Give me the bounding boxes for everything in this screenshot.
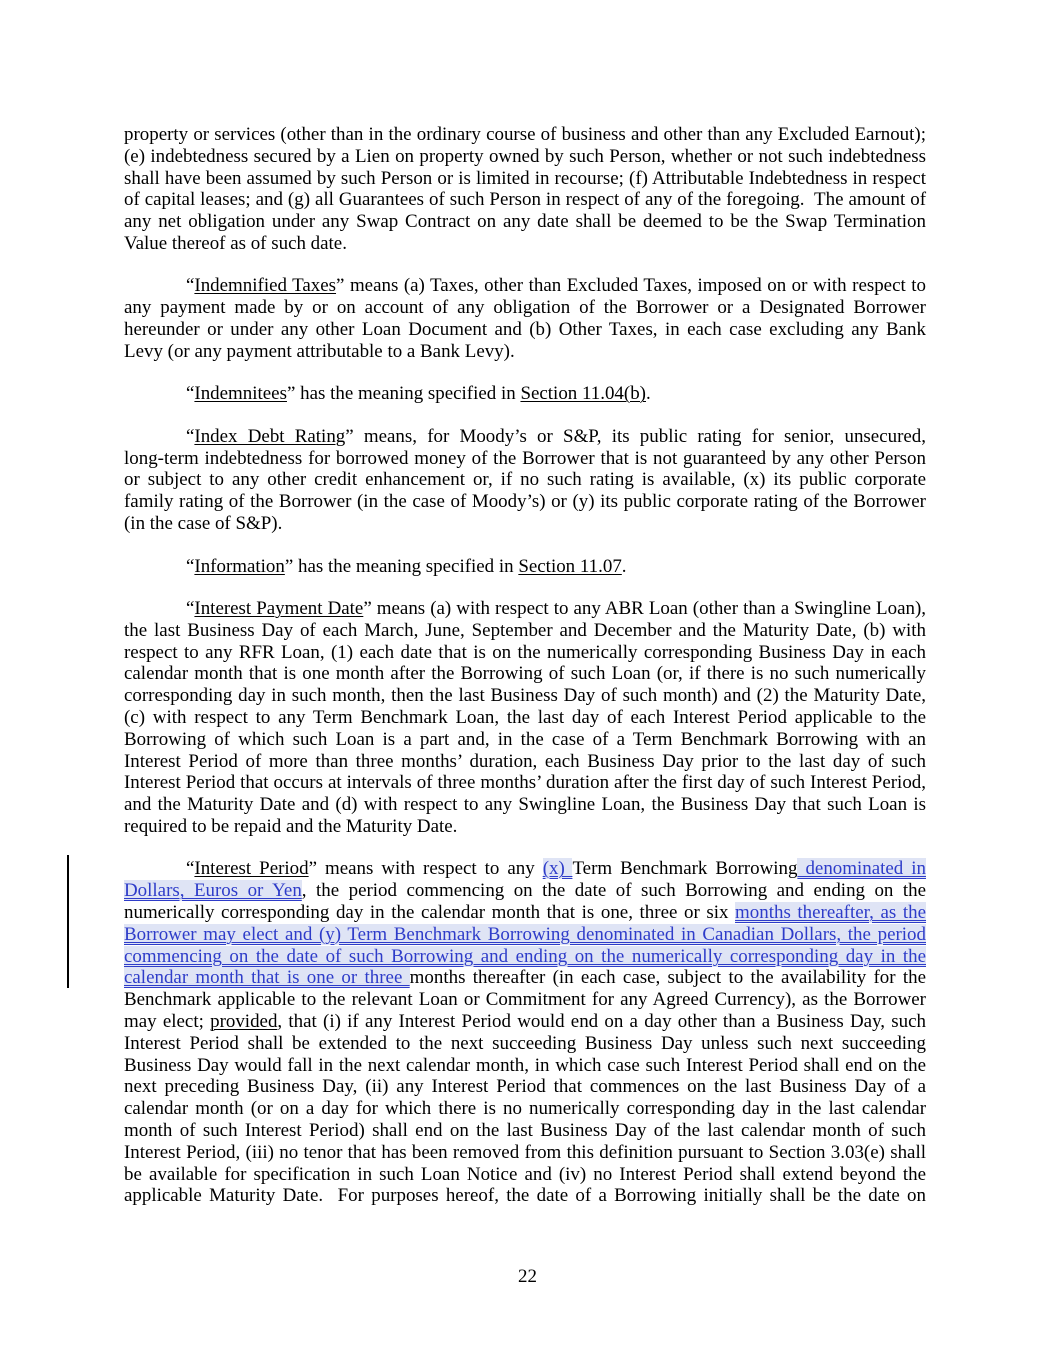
text-run: Interest Period shall be extended to the next succeeding Business Day unless such next succeeding <box>124 1032 926 1054</box>
text-run: (in the case of S&P). <box>124 513 283 535</box>
text-run: ” has the meaning specified in <box>284 555 519 577</box>
text-line <box>124 794 926 816</box>
text-run: property or services (other than in the ordinary course of business and other than any Excluded Earnout); <box>124 124 926 145</box>
text-run: next preceding Business Day, (ii) any Interest Period that commences on the last Business Day of a <box>124 1076 926 1098</box>
text-run: . <box>621 555 627 577</box>
text-run: . <box>645 383 651 405</box>
text-run: applicable Maturity Date. For purposes hereof, the date of a Borrowing initially shall be the date on <box>124 1185 926 1207</box>
text-run: Term Benchmark Borrowing <box>572 858 798 880</box>
definition-interest-payment-date <box>124 598 926 838</box>
text-line <box>124 469 926 491</box>
text-line <box>124 772 926 794</box>
text-run: respect to any RFR Loan, (1) each date that is on the numerically corresponding Business Day in each <box>124 641 926 663</box>
text-run: “ <box>186 383 195 405</box>
text-line <box>124 598 926 620</box>
inserted-text: denominated in <box>797 858 926 880</box>
text-run: long-term indebtedness for borrowed money of the Borrower that is not guaranteed by any other Person <box>124 447 926 469</box>
text-line <box>124 685 926 707</box>
text-line <box>124 729 926 751</box>
section-reference: Section 11.04(b) <box>520 383 646 405</box>
text-line <box>124 620 926 642</box>
text-run: months thereafter (in each case, subject to the availability for the <box>409 967 926 989</box>
text-line <box>124 556 926 578</box>
text-run: calendar month (or on a day for which there is no numerically corresponding day in the last calendar <box>124 1098 926 1120</box>
text-run: Benchmark applicable to the relevant Loan or Commitment for any Agreed Currency), as the Borrower <box>124 989 926 1011</box>
text-line <box>124 967 926 989</box>
definition-interest-period <box>124 858 926 1207</box>
text-line <box>124 1120 926 1142</box>
text-run: Levy (or any payment attributable to a Bank Levy). <box>124 340 515 362</box>
text-run: any net obligation under any Swap Contract on any date shall be deemed to be the Swap Termination <box>124 211 926 233</box>
text-line <box>124 383 926 405</box>
text-line <box>124 663 926 685</box>
text-line <box>124 124 926 146</box>
text-line <box>124 1164 926 1186</box>
proviso-term: provided <box>210 1011 278 1033</box>
text-line <box>124 1098 926 1120</box>
text-line <box>124 1142 926 1164</box>
text-run: “ <box>186 425 195 447</box>
change-bar <box>67 855 69 988</box>
section-reference: Section 11.07 <box>518 555 622 577</box>
text-run: ” means, for Moody’s or S&P, its public rating for senior, unsecured, <box>345 425 926 447</box>
text-line <box>124 233 926 255</box>
text-line <box>124 491 926 513</box>
text-line <box>124 1011 926 1033</box>
text-line <box>124 946 926 968</box>
text-run: “ <box>186 275 195 297</box>
defined-term: Indemnified Taxes <box>194 275 337 297</box>
text-line <box>124 146 926 168</box>
text-run: Value thereof as of such date. <box>124 232 347 254</box>
definition-information <box>124 556 926 578</box>
definition-indemnitees <box>124 383 926 405</box>
text-run: of capital leases; and (g) all Guarantees of such Person in respect of any of the foregoing. The amount of <box>124 189 926 211</box>
defined-term: Index Debt Rating <box>194 425 346 447</box>
paragraph-continuation <box>124 124 926 255</box>
text-run: and the Maturity Date and (d) with respect to any Swingline Loan, the Business Day that such Loan is <box>124 794 926 816</box>
text-run: “ <box>186 555 195 577</box>
text-line <box>124 816 926 838</box>
text-line <box>124 858 926 880</box>
text-run: Interest Period, (iii) no tenor that has been removed from this definition pursuant to Section 3.03(e) shall <box>124 1141 926 1163</box>
inserted-text: Dollars, Euros or Yen <box>124 880 302 902</box>
text-run: may elect; <box>124 1011 211 1033</box>
text-line <box>124 989 926 1011</box>
text-line <box>124 1055 926 1077</box>
text-line <box>124 751 926 773</box>
text-line <box>124 297 926 319</box>
text-run: (c) with respect to any Term Benchmark Loan, the last day of each Interest Period applicable to the <box>124 706 926 728</box>
definition-indemnified-taxes <box>124 275 926 362</box>
text-run: ” means (a) with respect to any ABR Loan (other than a Swingline Loan), <box>363 597 926 619</box>
document-body <box>124 124 926 1228</box>
text-run: , that (i) if any Interest Period would end on a day other than a Business Day, such <box>277 1011 926 1033</box>
text-run: Interest Period of more than three months’ duration, each Business Day prior to the last day of such <box>124 750 926 772</box>
text-run: Business Day would fall in the next calendar month, in which case such Interest Period shall end on the <box>124 1054 926 1076</box>
text-run: the last Business Day of each March, June, September and December and the Maturity Date, (b) with <box>124 619 926 641</box>
text-line <box>124 924 926 946</box>
text-run: numerically corresponding day in the calendar month that is one, three or six <box>124 902 736 924</box>
text-run: ” means with respect to any <box>308 858 543 880</box>
text-line <box>124 341 926 363</box>
text-line <box>124 189 926 211</box>
text-run: , the period commencing on the date of such Borrowing and ending on the <box>301 880 927 902</box>
inserted-text: months thereafter, as the <box>735 902 927 924</box>
page-number: 22 <box>518 1266 537 1287</box>
defined-term: Interest Period <box>194 858 309 880</box>
defined-term: Indemnitees <box>194 383 287 405</box>
text-run: required to be repaid and the Maturity Date. <box>124 815 458 837</box>
text-run: family rating of the Borrower (in the case of Moody’s) or (y) its public corporate rating of the Borrower <box>124 491 926 513</box>
text-run: Interest Period that occurs at intervals of three months’ duration after the first day of such Interest Period, <box>124 772 926 794</box>
text-line <box>124 448 926 470</box>
text-run: ” has the meaning specified in <box>286 383 521 405</box>
text-run: (e) indebtedness secured by a Lien on property owned by such Person, whether or not such indebtedness <box>124 145 926 167</box>
text-run: hereunder or under any other Loan Document and (b) Other Taxes, in each case excluding any Bank <box>124 319 926 341</box>
text-run: any payment made by or on account of any obligation of the Borrower or a Designated Borrower <box>124 297 926 319</box>
text-line <box>124 1033 926 1055</box>
text-line <box>124 426 926 448</box>
text-line <box>124 513 926 535</box>
text-line <box>124 319 926 341</box>
inserted-text: calendar month that is one or three <box>124 967 410 989</box>
text-run: or subject to any other credit enhancement or, if no such rating is available, (x) its public corporate <box>124 469 926 491</box>
defined-term: Information <box>194 555 285 577</box>
text-run: month of such Interest Period) shall end on the last Business Day of the last calendar month of such <box>124 1120 926 1141</box>
text-line <box>124 168 926 190</box>
text-line <box>124 275 926 297</box>
text-run: corresponding day in such month, then the last Business Day of such month) and (2) the Maturity Date, <box>124 685 926 707</box>
text-line <box>124 211 926 233</box>
defined-term: Interest Payment Date <box>194 597 364 619</box>
text-line <box>124 880 926 902</box>
text-line <box>124 902 926 924</box>
text-run: Borrowing of which such Loan is a part and, in the case of a Term Benchmark Borrowing with an <box>124 728 926 750</box>
text-run: “ <box>186 858 195 880</box>
definition-index-debt-rating <box>124 426 926 535</box>
inserted-text: (x) <box>542 858 573 880</box>
inserted-text: commencing on the date of such Borrowing and ending on the numerically corresponding day in the <box>124 945 926 967</box>
text-line <box>124 707 926 729</box>
text-run: “ <box>186 597 195 619</box>
inserted-text: Borrower may elect and (y) Term Benchmark Borrowing denominated in Canadian Dollars, the period <box>124 923 926 945</box>
text-line <box>124 642 926 664</box>
text-run: be available for specification in such Loan Notice and (iv) no Interest Period shall extend beyond the <box>124 1163 926 1185</box>
text-run: calendar month that is one month after the Borrowing of such Loan (or, if there is no such numerically <box>124 663 926 685</box>
text-run: ” means (a) Taxes, other than Excluded Taxes, imposed on or with respect to <box>336 275 927 297</box>
text-line <box>124 1185 926 1207</box>
text-line <box>124 1076 926 1098</box>
text-run: shall have been assumed by such Person or is limited in recourse; (f) Attributable Indebtedness in respect <box>124 167 926 189</box>
